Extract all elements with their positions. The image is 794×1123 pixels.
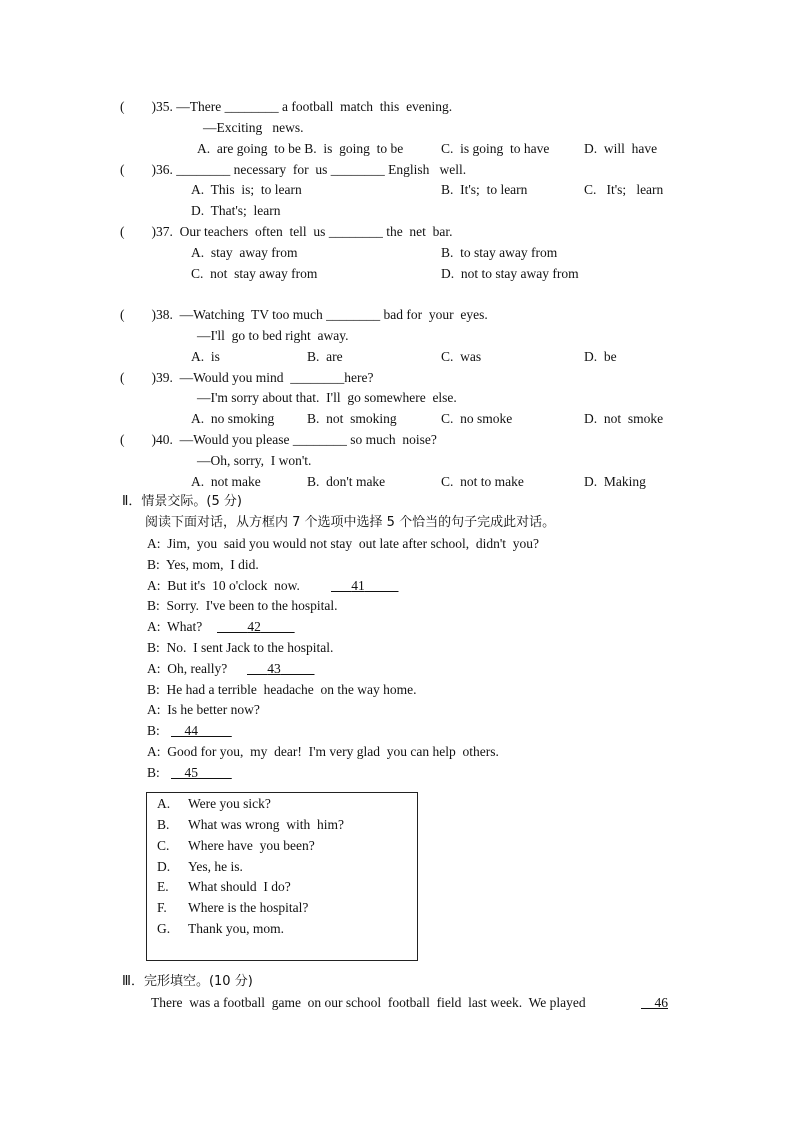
option-40-c: C. not to make xyxy=(441,474,524,489)
choice-letter-a: A. xyxy=(157,796,171,811)
option-38-c: C. was xyxy=(441,349,482,364)
option-38-d: D. be xyxy=(584,349,617,364)
option-39-a: A. no smoking xyxy=(191,411,275,426)
dialogue-line: A: Is he better now? xyxy=(147,702,260,717)
option-40-d: D. Making xyxy=(584,474,646,489)
blank-45[interactable]: 45 xyxy=(184,765,198,780)
blank-46[interactable]: 46 xyxy=(654,995,668,1010)
dialogue-line: A: Good for you, my dear! I'm very glad you can help others. xyxy=(147,744,499,759)
question-39-reply: —I'm sorry about that. I'll go somewhere else. xyxy=(197,390,457,405)
choice-text-d: Yes, he is. xyxy=(188,859,243,874)
choice-letter-d: D. xyxy=(157,859,171,874)
blank-42[interactable]: 42 xyxy=(247,619,261,634)
option-38-b: B. are xyxy=(307,349,343,364)
dialogue-line: A: But it's 10 o'clock now. xyxy=(147,578,300,593)
option-39-b: B. not smoking xyxy=(307,411,397,426)
option-35-ab: A. are going to be B. is going to be xyxy=(197,141,404,156)
dialogue-line: A: Oh, really? xyxy=(147,661,228,676)
choice-text-b: What was wrong with him? xyxy=(188,817,344,832)
choice-letter-e: E. xyxy=(157,879,169,894)
dialogue-line: B: He had a terrible headache on the way home. xyxy=(147,682,417,697)
question-40-reply: —Oh, sorry, I won't. xyxy=(197,453,312,468)
choice-text-c: Where have you been? xyxy=(188,838,315,853)
option-39-d: D. not smoke xyxy=(584,411,664,426)
choice-text-f: Where is the hospital? xyxy=(188,900,309,915)
option-36-d: D. That's; learn xyxy=(191,203,281,218)
dialogue-line: B: Sorry. I've been to the hospital. xyxy=(147,598,338,613)
option-39-c: C. no smoke xyxy=(441,411,513,426)
dialogue-line: A: What? xyxy=(147,619,203,634)
question-38-reply: —I'll go to bed right away. xyxy=(197,328,349,343)
option-35-c: C. is going to have xyxy=(441,141,550,156)
choice-letter-b: B. xyxy=(157,817,170,832)
choice-letter-c: C. xyxy=(157,838,170,853)
option-38-a: A. is xyxy=(191,349,220,364)
question-35-reply: —Exciting news. xyxy=(203,120,304,135)
choice-text-e: What should I do? xyxy=(188,879,291,894)
option-35-d: D. will have xyxy=(584,141,658,156)
option-37-d: D. not to stay away from xyxy=(441,266,579,281)
option-37-b: B. to stay away from xyxy=(441,245,558,260)
option-40-a: A. not make xyxy=(191,474,261,489)
option-37-c: C. not stay away from xyxy=(191,266,318,281)
question-36-stem: ( )36. ________ necessary for us ________ English well. xyxy=(120,162,467,177)
dialogue-line: B: xyxy=(147,765,160,780)
choice-letter-g: G. xyxy=(157,921,171,936)
option-36-a: A. This is; to learn xyxy=(191,182,302,197)
question-37-stem: ( )37. Our teachers often tell us ________ the net bar. xyxy=(120,224,453,239)
blank-44[interactable]: 44 xyxy=(184,723,198,738)
question-39-stem: ( )39. —Would you mind ________here? xyxy=(120,370,374,385)
section-3-heading: Ⅲ．完形填空。(10 分) xyxy=(122,974,253,989)
option-37-a: A. stay away from xyxy=(191,245,298,260)
choice-text-a: Were you sick? xyxy=(188,796,271,811)
option-36-b: B. It's; to learn xyxy=(441,182,528,197)
choice-letter-f: F. xyxy=(157,900,167,915)
blank-41[interactable]: 41 xyxy=(351,578,365,593)
question-38-stem: ( )38. —Watching TV too much ________ bad for your eyes. xyxy=(120,307,488,322)
dialogue-line: B: No. I sent Jack to the hospital. xyxy=(147,640,334,655)
section-3-first-line: There was a football game on our school football field last week. We played xyxy=(151,995,586,1010)
question-35-stem: ( )35. —There ________ a football match this evening. xyxy=(120,99,453,114)
dialogue-line: A: Jim, you said you would not stay out late after school, didn't you? xyxy=(147,536,540,551)
dialogue-line: B: xyxy=(147,723,160,738)
question-40-stem: ( )40. —Would you please ________ so much noise? xyxy=(120,432,437,447)
section-2-heading: Ⅱ．情景交际。(5 分) xyxy=(122,494,242,509)
option-40-b: B. don't make xyxy=(307,474,386,489)
option-36-c: C. It's; learn xyxy=(584,182,664,197)
dialogue-line: B: Yes, mom, I did. xyxy=(147,557,259,572)
section-2-instruction: 阅读下面对话，从方框内 7 个选项中选择 5 个恰当的句子完成此对话。 xyxy=(145,515,556,530)
choice-text-g: Thank you, mom. xyxy=(188,921,284,936)
blank-43[interactable]: 43 xyxy=(267,661,281,676)
